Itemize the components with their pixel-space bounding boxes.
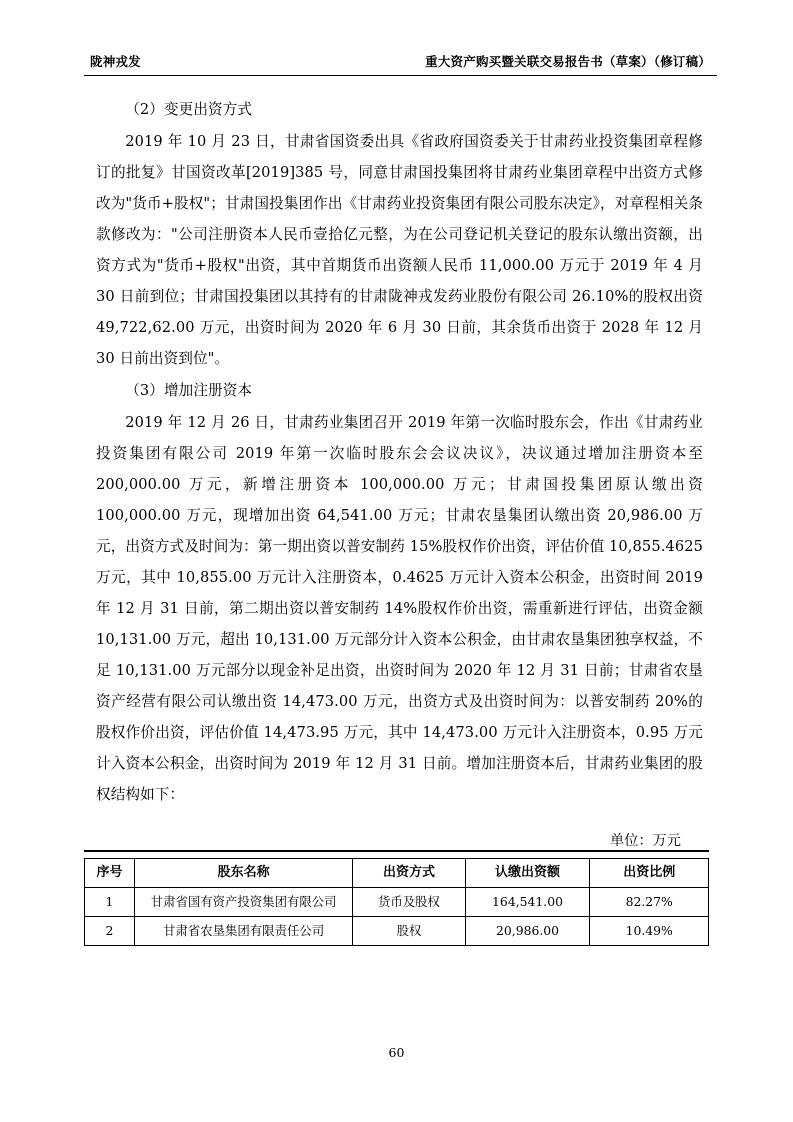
table-row <box>85 917 709 946</box>
cell-ratio: 82.27% <box>590 888 709 917</box>
table-header-row <box>85 859 709 888</box>
paragraph-capital-method: 2019 年 10 月 23 日，甘肃省国资委出具《省政府国资委关于甘肃药业投资集团章程修订的批复》甘国资改革[2019]385 号，同意甘肃国投集团将甘肃药业集团章程中出资方式修改为"货币+股权"；甘肃国投集团作出《甘肃药业投资集团有限公司股东决定》，对章程相关条款修改为："公司注册资本人民币壹拾亿元整，为在公司登记机关登记的股东认缴出资额，出资方式为"货币+股权"出资，其中首期货币出资额人民币 11,000.00 万元于 2019 年 4 月 30 日前到位；甘肃国投集团以其持有的甘肃陇神戎发药业股份有限公司 26.10%的股权出资 49,722,62.00 万元，出资时间为 2020 年 6 月 30 日前，其余货币出资于 2028 年 12 月 30 日前出资到位"。 <box>96 133 703 367</box>
table-header-index: 序号 <box>85 859 135 888</box>
table-top-rule <box>84 850 709 852</box>
cell-amount: 164,541.00 <box>465 888 590 917</box>
cell-method: 股权 <box>353 917 465 946</box>
paragraph-registered-capital: 2019 年 12 月 26 日，甘肃药业集团召开 2019 年第一次临时股东会，作出《甘肃药业投资集团有限公司 2019 年第一次临时股东会会议决议》，决议通过增加注册资本至 200,000.00 万元，新增注册资本 100,000.00 万元；甘肃国投集团原认缴出资 100,000.00 万元，现增加出资 64,541.00 万元；甘肃农垦集团认缴出资 20,986.00 万元，出资方式及时间为：第一期出资以普安制药 15%股权作价出资，评估价值 10,855.4625 万元，其中 10,855.00 万元计入注册资本，0.4625 万元计入资本公积金，出资时间 2019 年 12 月 31 日前，第二期出资以普安制药 14%股权作价出资，需重新进行评估，出资金额 10,131.00 万元，超出 10,131.00 万元部分计入资本公积金，由甘肃农垦集团独享权益，不足 10,131.00 万元部分以现金补足出资，出资时间为 2020 年 12 月 31 日前；甘肃省农垦资产经营有限公司认缴出资 14,473.00 万元，出资方式及出资时间为：以普安制药 20%的股权作价出资，评估价值 14,473.95 万元，其中 14,473.00 万元计入注册资本，0.95 万元计入资本公积金，出资时间为 2019 年 12 月 31 日前。增加注册资本后，甘肃药业集团的股权结构如下： <box>96 414 703 803</box>
paragraph-heading-3: （3）增加注册资本 <box>125 382 253 399</box>
cell-ratio: 10.49% <box>590 917 709 946</box>
cell-shareholder: 甘肃省国有资产投资集团有限公司 <box>134 888 352 917</box>
page-number: 60 <box>388 1045 405 1060</box>
header-company-name: 陇神戎发 <box>90 54 141 69</box>
table-unit-label: 单位：万元 <box>610 833 681 849</box>
table-row <box>85 888 709 917</box>
cell-index: 1 <box>85 888 135 917</box>
shareholder-table-wrap <box>62 850 731 946</box>
paragraph-heading-2: （2）变更出资方式 <box>125 101 253 118</box>
cell-amount: 20,986.00 <box>465 917 590 946</box>
page-header <box>62 52 731 75</box>
cell-index: 2 <box>85 917 135 946</box>
table-header-method: 出资方式 <box>353 859 465 888</box>
shareholder-structure-table <box>84 858 709 946</box>
table-header-ratio: 出资比例 <box>590 859 709 888</box>
table-header-shareholder: 股东名称 <box>134 859 352 888</box>
table-header-amount: 认缴出资额 <box>465 859 590 888</box>
page-content <box>62 76 731 850</box>
cell-shareholder: 甘肃省农垦集团有限责任公司 <box>134 917 352 946</box>
header-document-title: 重大资产购买暨关联交易报告书（草案）（修订稿） <box>425 54 711 69</box>
cell-method: 货币及股权 <box>353 888 465 917</box>
